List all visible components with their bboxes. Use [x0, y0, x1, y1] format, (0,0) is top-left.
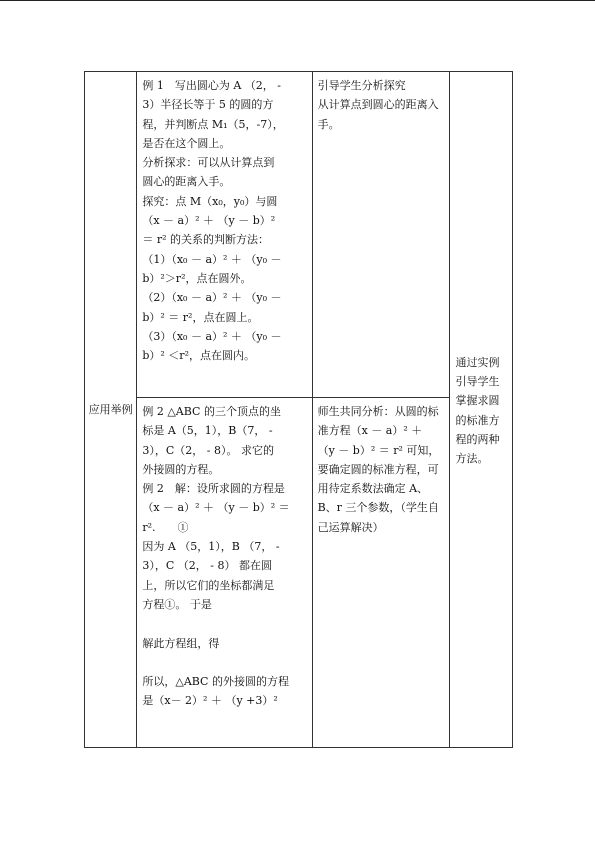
example2-teacher-line: 准方程（x － a）² ＋ — [317, 424, 423, 438]
example2-line: 例 2 解：设所求圆的方程是 — [142, 482, 285, 496]
example1-line: 探究：点 M（x₀，y₀）与圆 — [142, 194, 278, 208]
example1-line: 圆心的距离入手。 — [142, 175, 231, 189]
example1-line: 分析探求：可以从计算点到 — [142, 156, 275, 170]
example2-teacher-line: B、r 三个参数，（学生自 — [317, 501, 439, 515]
design-intent-text — [456, 353, 508, 469]
example1-line: b）²＞r²，点在圆外。 — [142, 271, 252, 285]
example1-teacher-text — [318, 76, 445, 134]
example2-line: r². ① — [142, 520, 189, 534]
example1-line: b）² ＝ r²，点在圆上。 — [142, 310, 259, 324]
example2-line: 上，所以它们的坐标都满足 — [142, 578, 275, 592]
example2-line: 标是 A（5，1），B（7， - — [142, 424, 273, 438]
design-intent-line: 掌握求圆 — [455, 394, 500, 408]
example2-line — [142, 653, 307, 672]
example1-line: 例 1 写出圆心为 A （2， - — [142, 79, 282, 92]
example1-teacher-line: 引导学生分析探究 — [317, 79, 406, 92]
example2-teacher-line: 要确定圆的标准方程，可 — [317, 462, 439, 476]
example1-line: ＝ r² 的关系的判断方法： — [142, 233, 270, 247]
example2-line: 所以，△ABC 的外接圆的方程 — [142, 675, 289, 689]
page-top-rule — [0, 0, 595, 1]
section-label-cell — [85, 72, 137, 748]
example1-text — [142, 76, 307, 365]
example2-teacher-line: 用待定系数法确定 A、 — [317, 482, 429, 496]
example2-line: 因为 A （5，1），B （7， - — [142, 540, 280, 554]
example2-teacher-cell — [312, 398, 449, 748]
example1-teacher-line: 手。 — [317, 117, 340, 131]
lesson-plan-table — [84, 71, 513, 748]
section-label: 应用举例 — [88, 402, 133, 416]
example1-teacher-cell — [312, 72, 449, 398]
example1-line: （x － a）² ＋ （y － b）² — [142, 214, 276, 228]
example1-line: （1）（x₀ － a）² ＋ （y₀ － — [142, 252, 282, 266]
design-intent-line: 程的两种 — [455, 432, 500, 446]
example2-line: 方程①。 于是 — [142, 597, 212, 611]
design-intent-line: 通过实例 — [455, 355, 500, 369]
example1-line: 3）半径长等于 5 的圆的方 — [142, 98, 274, 112]
example2-teacher-line: 师生共同分析：从圆的标 — [317, 405, 439, 418]
example2-teacher-line: 己运算解决） — [317, 520, 384, 534]
example1-teacher-line: 从计算点到圆心的距离入 — [317, 98, 439, 112]
example2-line: 3），C（2， - 8）。 求它的 — [142, 443, 274, 457]
design-intent-line: 方法。 — [455, 452, 489, 466]
design-intent-line: 的标准方 — [455, 413, 500, 427]
example2-teacher-line: （y － b）² ＝ r² 可知， — [317, 443, 440, 457]
example1-line: 程，并判断点 M₁（5，-7）， — [142, 117, 284, 131]
example2-line: 解此方程组，得 — [142, 636, 220, 650]
design-intent-line: 引导学生 — [455, 374, 500, 388]
example2-line: 3），C （2， - 8） 都在圆 — [142, 559, 272, 573]
example2-teacher-text — [318, 402, 445, 537]
example2-line: 例 2 △ABC 的三个顶点的坐 — [142, 405, 281, 418]
example2-text — [142, 402, 307, 711]
example1-line: b）² ＜r²，点在圆内。 — [142, 349, 255, 363]
table-row-example1 — [85, 72, 513, 398]
example2-line: 外接圆的方程。 — [142, 462, 220, 476]
example1-line: （2）（x₀ － a）² ＋ （y₀ － — [142, 291, 282, 305]
design-intent-cell — [449, 72, 512, 748]
example1-content-cell — [137, 72, 312, 398]
example1-line: 是否在这个圆上。 — [142, 136, 231, 150]
example2-line: （x － a）² ＋ （y － b）² ＝ — [142, 501, 290, 515]
example2-line — [142, 614, 307, 633]
table-row-example2 — [85, 398, 513, 748]
example2-content-cell — [137, 398, 312, 748]
example2-line: 是（x－ 2）² ＋ （y +3）² — [142, 694, 278, 708]
example1-line: （3）（x₀ － a）² ＋ （y₀ － — [142, 329, 282, 343]
